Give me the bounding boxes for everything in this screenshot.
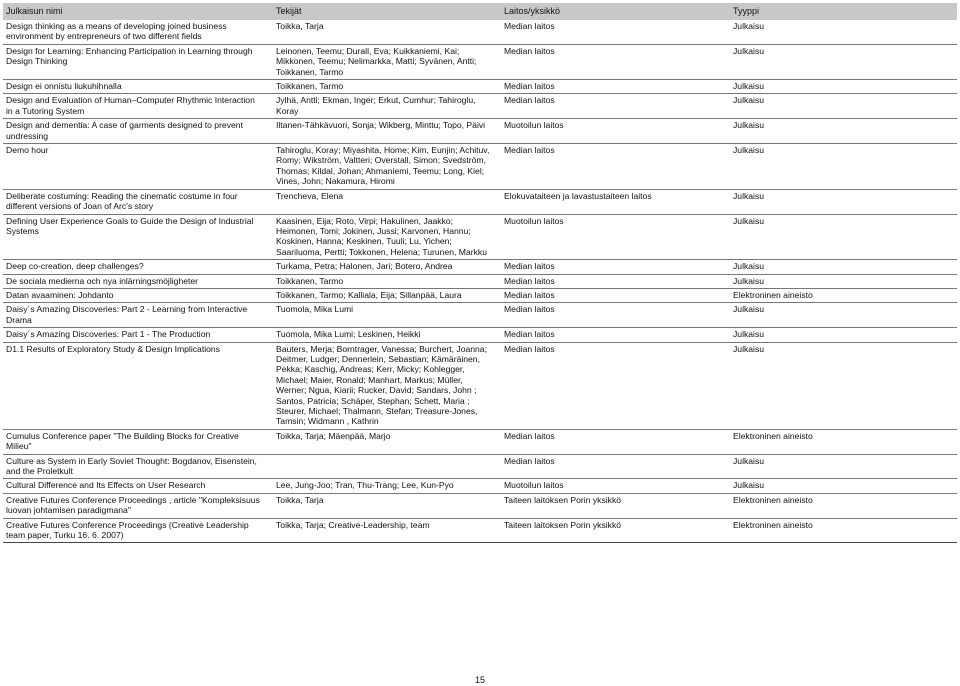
publication-type: Julkaisu bbox=[730, 144, 957, 190]
header-unit: Laitos/yksikkö bbox=[501, 3, 730, 20]
publication-title: Culture as System in Early Soviet Thought: Bogdanov, Eisenstein, and the Proletkult bbox=[3, 454, 273, 479]
publication-type: Julkaisu bbox=[730, 479, 957, 493]
publication-unit: Median laitos bbox=[501, 80, 730, 94]
publication-unit: Median laitos bbox=[501, 342, 730, 429]
publication-title: Demo hour bbox=[3, 144, 273, 190]
publication-unit: Muotoilun laitos bbox=[501, 479, 730, 493]
publication-unit: Median laitos bbox=[501, 288, 730, 302]
publication-title: Design for Learning: Enhancing Participation in Learning through Design Thinking bbox=[3, 44, 273, 79]
publication-title: Design and Evaluation of Human–Computer Rhythmic Interaction in a Tutoring System bbox=[3, 94, 273, 119]
publication-unit: Median laitos bbox=[501, 94, 730, 119]
publication-type: Elektroninen aineisto bbox=[730, 429, 957, 454]
publication-type: Julkaisu bbox=[730, 214, 957, 260]
publication-authors: Tuomola, Mika Lumi; Leskinen, Heikki bbox=[273, 328, 501, 342]
table-row bbox=[3, 20, 957, 44]
publication-type: Elektroninen aineisto bbox=[730, 518, 957, 543]
header-row bbox=[3, 3, 957, 20]
table-row bbox=[3, 80, 957, 94]
table-row bbox=[3, 303, 957, 328]
publication-authors: Lee, Jung-Joo; Tran, Thu-Trang; Lee, Kun-Pyo bbox=[273, 479, 501, 493]
publication-authors: Kaasinen, Eija; Roto, Virpi; Hakulinen, Jaakko; Heimonen, Tomi; Jokinen, Jussi; Karvonen, Hannu; Koskinen, Hanna; Keskinen, Tuuli; Lu, Yichen; Saariluoma, Pertti; Tokkonen, Helena; Turunen, Markku bbox=[273, 214, 501, 260]
publication-title: Datan avaaminen: Johdanto bbox=[3, 288, 273, 302]
publication-type: Julkaisu bbox=[730, 119, 957, 144]
publication-authors: Toikka, Tarja; Mäenpää, Marjo bbox=[273, 429, 501, 454]
publication-type: Julkaisu bbox=[730, 20, 957, 44]
publication-title: Creative Futures Conference Proceedings , article "Kompleksisuus luovan johtamisen paradigmana" bbox=[3, 493, 273, 518]
publication-type: Julkaisu bbox=[730, 454, 957, 479]
publication-unit: Elokuvataiteen ja lavastustaiteen laitos bbox=[501, 189, 730, 214]
table-row bbox=[3, 44, 957, 79]
table-row bbox=[3, 328, 957, 342]
publication-authors: Leinonen, Teemu; Durall, Eva; Kuikkaniemi, Kai; Mikkonen, Teemu; Nelimarkka, Matti; Syvänen, Antti; Toikkanen, Tarmo bbox=[273, 44, 501, 79]
publication-unit: Muotoilun laitos bbox=[501, 214, 730, 260]
publication-type: Julkaisu bbox=[730, 44, 957, 79]
publication-type: Elektroninen aineisto bbox=[730, 493, 957, 518]
publication-authors: Jylhä, Antti; Ekman, Inger; Erkut, Cumhur; Tahiroglu, Koray bbox=[273, 94, 501, 119]
table-row bbox=[3, 94, 957, 119]
table-header bbox=[3, 3, 957, 20]
table-body bbox=[3, 20, 957, 543]
publication-unit: Median laitos bbox=[501, 303, 730, 328]
publication-authors: Toikkanen, Tarmo; Kalliala, Eija; Sillanpää, Laura bbox=[273, 288, 501, 302]
publication-authors: Tuomola, Mika Lumi bbox=[273, 303, 501, 328]
publication-title: Daisy´s Amazing Discoveries: Part 2 - Learning from Interactive Drama bbox=[3, 303, 273, 328]
header-authors: Tekijät bbox=[273, 3, 501, 20]
publication-authors: Iltanen-Tähkävuori, Sonja; Wikberg, Minttu; Topo, Päivi bbox=[273, 119, 501, 144]
table-row bbox=[3, 429, 957, 454]
table-row bbox=[3, 144, 957, 190]
publication-title: Cultural Difference and Its Effects on User Research bbox=[3, 479, 273, 493]
publication-title: Deliberate costuming: Reading the cinematic costume in four different versions of Joan of Arc's story bbox=[3, 189, 273, 214]
publication-unit: Median laitos bbox=[501, 454, 730, 479]
publication-type: Julkaisu bbox=[730, 189, 957, 214]
publication-unit: Taiteen laitoksen Porin yksikkö bbox=[501, 518, 730, 543]
table-row bbox=[3, 288, 957, 302]
table-row bbox=[3, 119, 957, 144]
publication-authors: Toikka, Tarja; Creative-Leadership, team bbox=[273, 518, 501, 543]
publication-authors: Toikka, Tarja bbox=[273, 493, 501, 518]
publication-type: Julkaisu bbox=[730, 342, 957, 429]
table-row bbox=[3, 274, 957, 288]
publication-title: Design and dementia: A case of garments designed to prevent undressing bbox=[3, 119, 273, 144]
publication-type: Julkaisu bbox=[730, 328, 957, 342]
table-row bbox=[3, 518, 957, 543]
publication-unit: Median laitos bbox=[501, 20, 730, 44]
publication-title: Cumulus Conference paper "The Building Blocks for Creative Milieu" bbox=[3, 429, 273, 454]
publication-authors: Toikka, Tarja bbox=[273, 20, 501, 44]
publication-unit: Taiteen laitoksen Porin yksikkö bbox=[501, 493, 730, 518]
publication-unit: Muotoilun laitos bbox=[501, 119, 730, 144]
table-row bbox=[3, 189, 957, 214]
publication-unit: Median laitos bbox=[501, 328, 730, 342]
publication-authors: Turkama, Petra; Halonen, Jari; Botero, Andrea bbox=[273, 260, 501, 274]
publication-type: Julkaisu bbox=[730, 94, 957, 119]
table-row bbox=[3, 342, 957, 429]
publication-unit: Median laitos bbox=[501, 44, 730, 79]
publication-unit: Median laitos bbox=[501, 144, 730, 190]
publication-authors bbox=[273, 454, 501, 479]
table-row bbox=[3, 479, 957, 493]
publication-authors: Toikkanen, Tarmo bbox=[273, 80, 501, 94]
publication-title: Design ei onnistu liukuhihnalla bbox=[3, 80, 273, 94]
header-type: Tyyppi bbox=[730, 3, 957, 20]
publication-authors: Tahiroglu, Koray; Miyashita, Home; Kim, Eunjin; Achituv, Romy; Wikström, Valtteri; Overstall, Simon; Svedström, Thomas; Kildal, Johan; Ahmaniemi, Teemu; Long, Kiel; Vines, John; Nakamura, Hiromi bbox=[273, 144, 501, 190]
publication-type: Julkaisu bbox=[730, 274, 957, 288]
publication-title: Design thinking as a means of developing joined business environment by entrepreneurs of two different fields bbox=[3, 20, 273, 44]
publication-authors: Toikkanen, Tarmo bbox=[273, 274, 501, 288]
publication-title: D1.1 Results of Exploratory Study & Design Implications bbox=[3, 342, 273, 429]
header-title: Julkaisun nimi bbox=[3, 3, 273, 20]
publication-unit: Median laitos bbox=[501, 429, 730, 454]
publication-authors: Trencheva, Elena bbox=[273, 189, 501, 214]
publication-unit: Median laitos bbox=[501, 260, 730, 274]
publication-authors: Bauters, Merja; Borntrager, Vanessa; Burchert, Joanna; Deitmer, Ludger; Dennerlein, Sebastian; Kämäräinen, Pekka; Kaschig, Andreas; Kerr, Micky; Kohlegger, Michael; Maier, Ronald; Manhart, Markus; Müller, Werner; Ngua, Kiarii; Rucker, David; Sandars, John ; Santos, Patricia; Schäper, Stephan; Schett, Maria ; Steurer, Michael; Thalmann, Stefan; Treasure-Jones, Tamsin; Widmann , Kathrin bbox=[273, 342, 501, 429]
table-row bbox=[3, 454, 957, 479]
publication-title: Creative Futures Conference Proceedings (Creative Leadership team paper, Turku 16. 6. 2007) bbox=[3, 518, 273, 543]
publication-type: Elektroninen aineisto bbox=[730, 288, 957, 302]
publication-title: Daisy´s Amazing Discoveries: Part 1 - The Production bbox=[3, 328, 273, 342]
publication-type: Julkaisu bbox=[730, 80, 957, 94]
publication-title: Defining User Experience Goals to Guide the Design of Industrial Systems bbox=[3, 214, 273, 260]
table-row bbox=[3, 260, 957, 274]
publications-table bbox=[3, 3, 957, 543]
publication-type: Julkaisu bbox=[730, 260, 957, 274]
publication-title: De sociala medierna och nya inlärningsmöjligheter bbox=[3, 274, 273, 288]
publication-title: Deep co-creation, deep challenges? bbox=[3, 260, 273, 274]
publication-unit: Median laitos bbox=[501, 274, 730, 288]
table-row bbox=[3, 493, 957, 518]
table-row bbox=[3, 214, 957, 260]
publication-type: Julkaisu bbox=[730, 303, 957, 328]
page-number: 15 bbox=[474, 675, 485, 685]
